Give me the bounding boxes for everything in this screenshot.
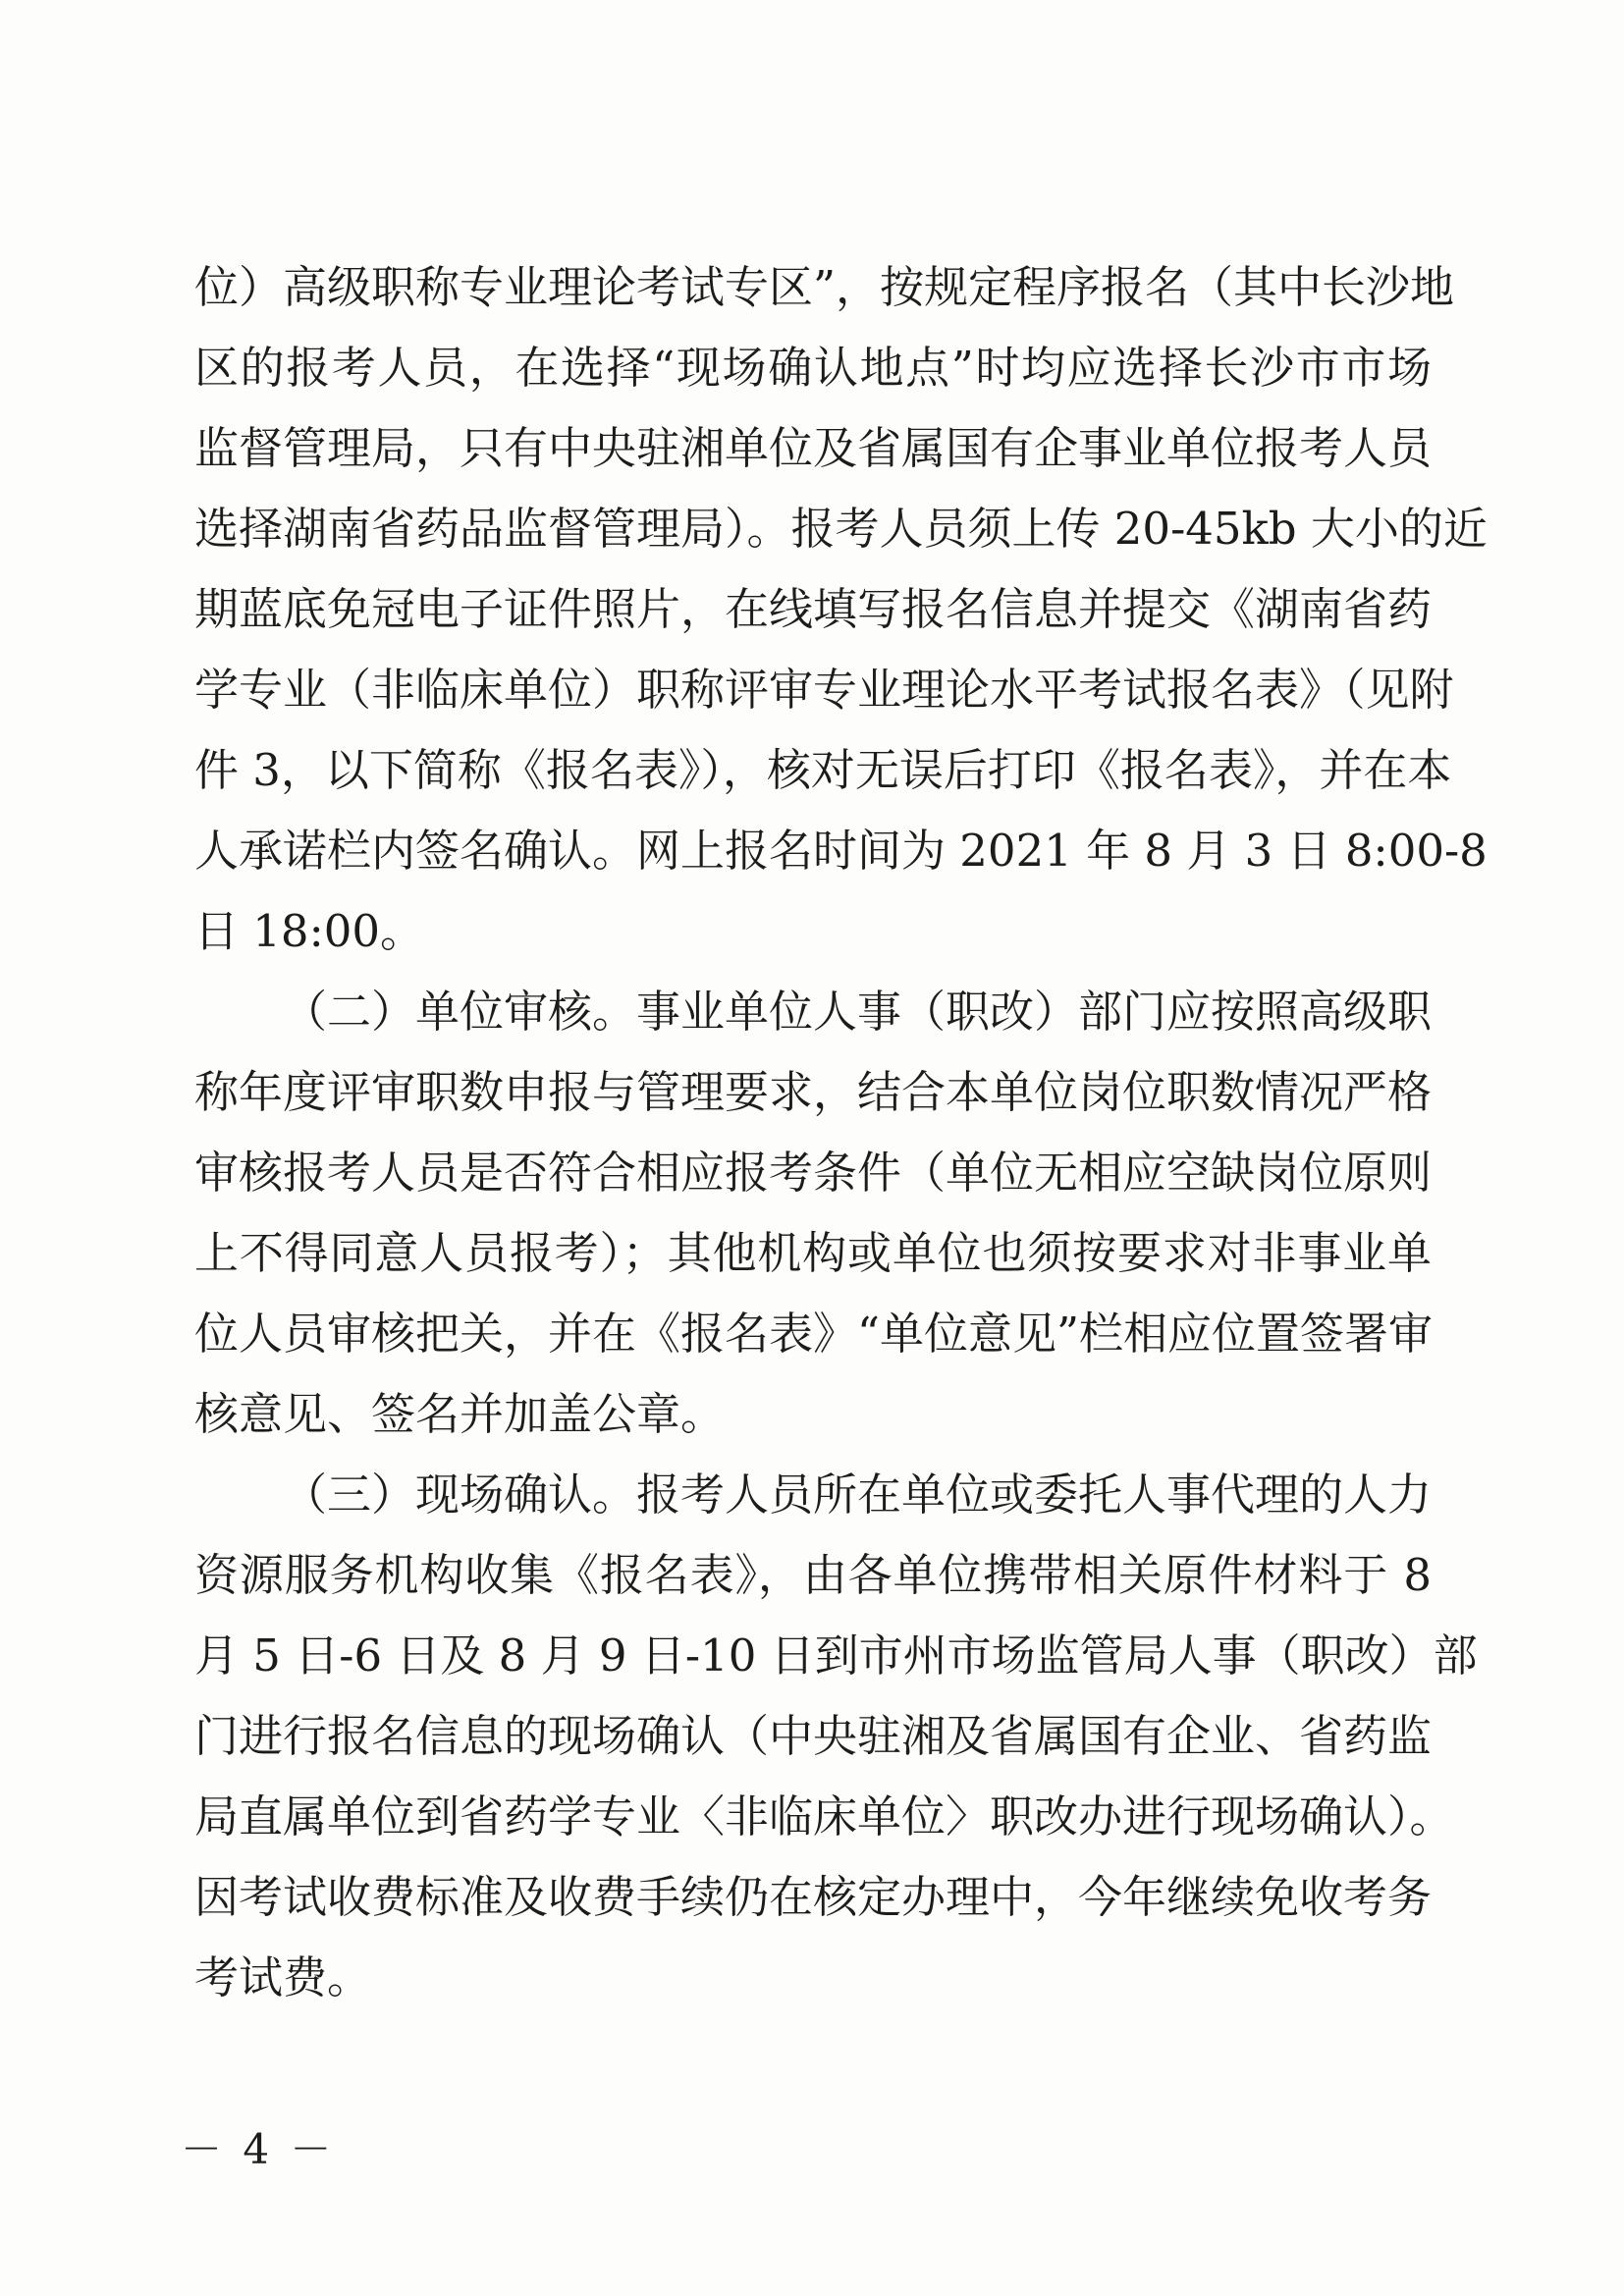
text-line: 期蓝底免冠电子证件照片，在线填写报名信息并提交《湖南省药 — [194, 583, 1433, 635]
text-line: （三）现场确认。报考人员所在单位或委托人事代理的人力 — [283, 1468, 1433, 1521]
text-line: 区的报考人员，在选择“现场确认地点”时均应选择长沙市市场 — [194, 342, 1432, 394]
text-line: 考试费。 — [194, 1951, 372, 2003]
text-line: 位）高级职称专业理论考试专区”，按规定程序报名（其中长沙地 — [194, 261, 1455, 313]
text-line: 上不得同意人员报考）；其他机构或单位也须按要求对非事业单 — [194, 1227, 1432, 1279]
page-number: － 4 － — [181, 2125, 336, 2173]
text-line: 位人员审核把关，并在《报名表》“单位意见”栏相应位置签署审 — [194, 1308, 1434, 1360]
text-line: 人承诺栏内签名确认。网上报名时间为 2021 年 8 月 3 日 8:00-8 — [194, 825, 1488, 877]
text-line: 门进行报名信息的现场确认（中央驻湘及省属国有企业、省药监 — [194, 1710, 1433, 1762]
text-line: 件 3，以下简称《报名表》），核对无误后打印《报名表》，并在本 — [194, 744, 1452, 796]
text-line: 因考试收费标准及收费手续仍在核定办理中，今年继续免收考务 — [194, 1871, 1433, 1923]
text-line: 学专业（非临床单位）职称评审专业理论水平考试报名表》（见附 — [194, 664, 1454, 716]
text-line: 月 5 日-6 日及 8 月 9 日-10 日到市州市场监管局人事（职改）部 — [194, 1629, 1478, 1682]
text-line: 选择湖南省药品监督管理局）。报考人员须上传 20-45kb 大小的近 — [194, 503, 1488, 555]
text-line: 核意见、签名并加盖公章。 — [194, 1388, 726, 1440]
text-line: 称年度评审职数申报与管理要求，结合本单位岗位职数情况严格 — [194, 1066, 1433, 1118]
text-line: 日 18:00。 — [194, 905, 424, 957]
text-line: 资源服务机构收集《报名表》，由各单位携带相关原件材料于 8 — [194, 1549, 1432, 1601]
paragraph-3 — [194, 1455, 1478, 2018]
text-line: 监督管理局，只有中央驻湘单位及省属国有企事业单位报考人员 — [194, 422, 1433, 474]
text-line: 审核报考人员是否符合相应报考条件（单位无相应空缺岗位原则 — [194, 1147, 1433, 1199]
document-body — [194, 247, 1488, 2018]
text-line: 局直属单位到省药学专业〈非临床单位〉职改办进行现场确认）。 — [194, 1790, 1454, 1842]
paragraph-1 — [194, 247, 1488, 972]
paragraph-2 — [194, 972, 1432, 1455]
text-line: （二）单位审核。事业单位人事（职改）部门应按照高级职 — [283, 986, 1433, 1038]
